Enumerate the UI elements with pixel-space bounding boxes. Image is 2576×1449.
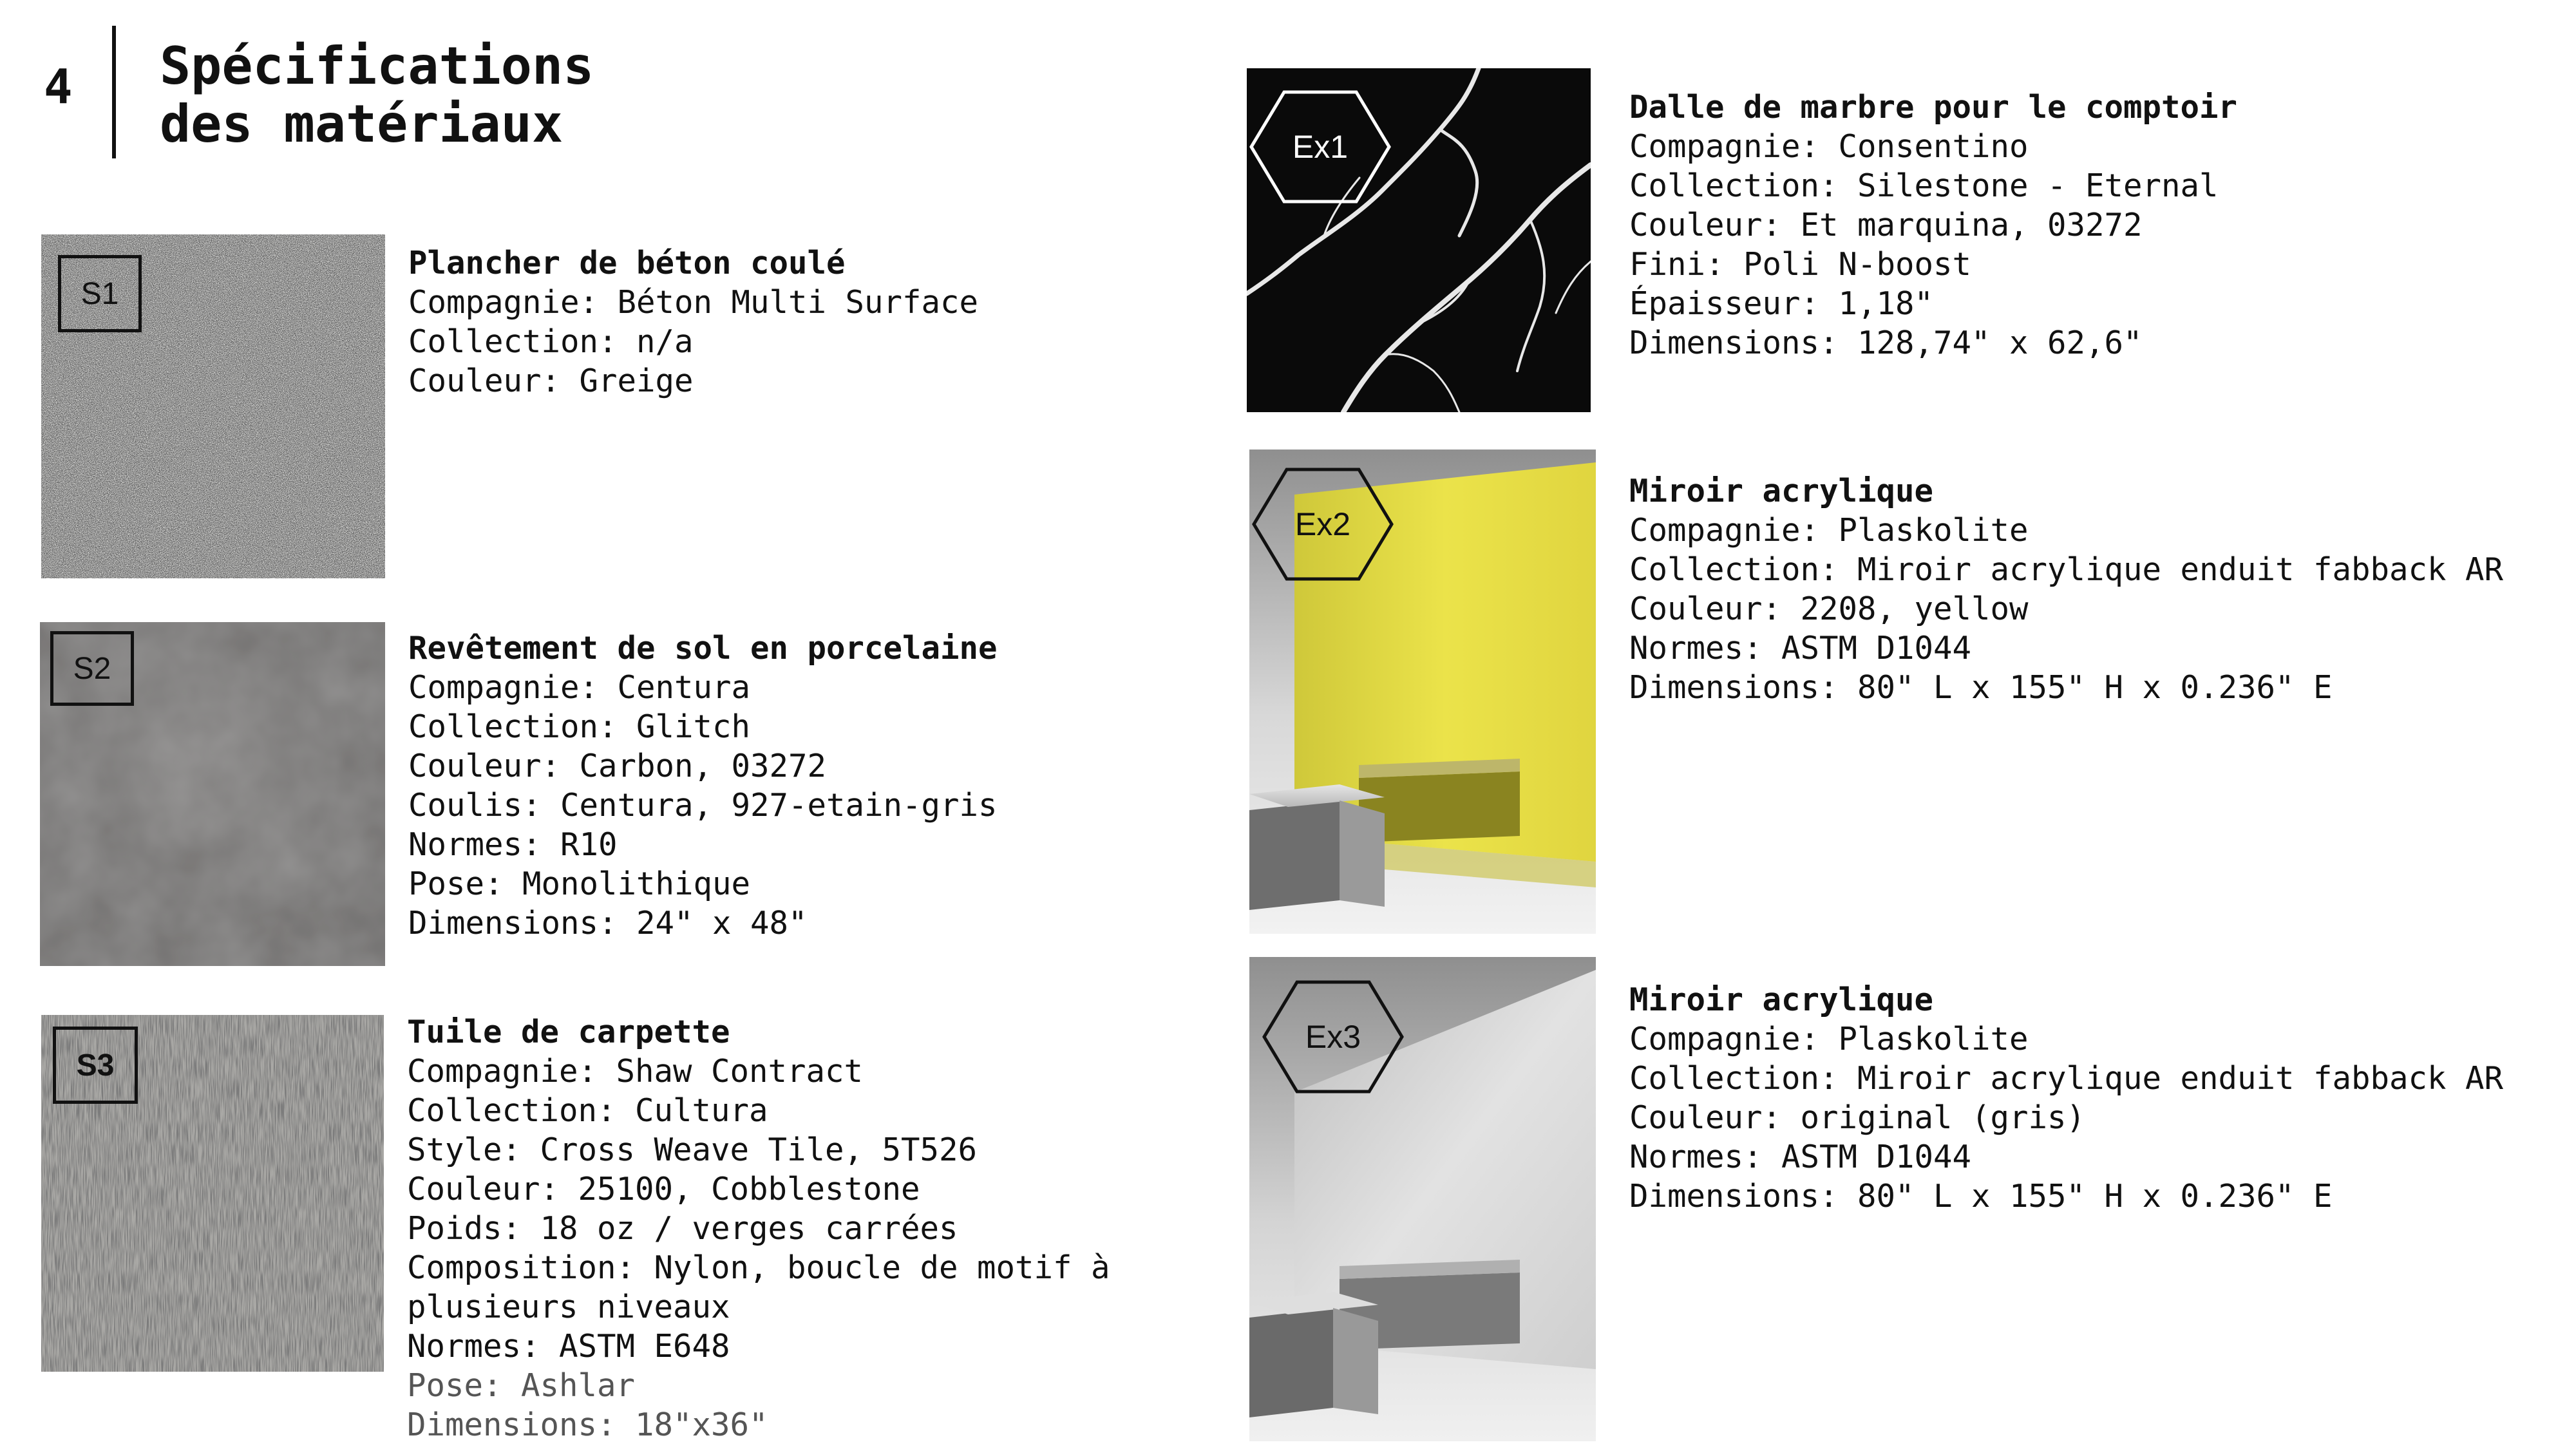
spec-s2 [408,629,998,943]
spec-s3-composition-cont: plusieurs niveaux [407,1289,730,1325]
spec-s2-dimensions: Dimensions: 24" x 48" [408,905,808,942]
swatch-tag-s3: S3 [53,1027,138,1104]
spec-ex1-color: Couleur: Et marquina, 03272 [1629,207,2143,243]
header-divider [112,26,116,158]
spec-ex3-dimensions: Dimensions: 80" L x 155" H x 0.236" E [1629,1178,2333,1215]
spec-ex3-standards: Normes: ASTM D1044 [1629,1139,1972,1175]
spec-s3-company: Compagnie: Shaw Contract [407,1053,864,1090]
spec-ex1-dimensions: Dimensions: 128,74" x 62,6" [1629,325,2143,361]
spec-ex1-company: Compagnie: Consentino [1629,128,2029,165]
spec-s1-title: Plancher de béton coulé [408,245,846,281]
spec-s3-weight: Poids: 18 oz / verges carrées [407,1210,958,1247]
spec-s1-color: Couleur: Greige [408,363,694,399]
spec-s1-collection: Collection: n/a [408,323,694,360]
hex-tag-ex2-label: Ex2 [1294,506,1351,542]
spec-s3-dimensions: Dimensions: 18"x36" [407,1406,768,1443]
spec-s3-standards: Normes: ASTM E648 [407,1328,730,1365]
hex-tag-ex3-label: Ex3 [1305,1019,1361,1055]
spec-s3-color: Couleur: 25100, Cobblestone [407,1171,920,1208]
swatch-s3-carpet [41,1015,384,1372]
spec-ex2-collection: Collection: Miroir acrylique enduit fabback AR [1629,551,2504,588]
spec-s1-company: Compagnie: Béton Multi Surface [408,284,979,321]
spec-s2-company: Compagnie: Centura [408,669,751,706]
spec-s2-color: Couleur: Carbon, 03272 [408,748,827,784]
spec-ex3-company: Compagnie: Plaskolite [1629,1021,2029,1057]
spec-s2-title: Revêtement de sol en porcelaine [408,630,998,667]
spec-s1 [408,243,978,401]
spec-ex2 [1629,471,2503,707]
spec-s2-collection: Collection: Glitch [408,708,751,745]
spec-ex1-thickness: Épaisseur: 1,18" [1629,285,1934,322]
hex-tag-ex1 [1248,89,1392,205]
section-number: 4 [44,59,73,115]
spec-s3 [407,1012,1110,1444]
page-title-line-2: des matériaux [160,94,564,154]
spec-ex2-standards: Normes: ASTM D1044 [1629,630,1972,667]
spec-ex1 [1629,88,2237,363]
swatch-tag-s2: S2 [50,631,134,706]
hex-tag-ex2 [1251,466,1395,582]
spec-ex2-company: Compagnie: Plaskolite [1629,512,2029,549]
spec-ex2-dimensions: Dimensions: 80" L x 155" H x 0.236" E [1629,669,2333,706]
page-title [160,37,594,153]
spec-ex3-title: Miroir acrylique [1629,981,1934,1018]
spec-s3-composition: Composition: Nylon, boucle de motif à [407,1249,1110,1286]
spec-s2-installation: Pose: Monolithique [408,866,751,902]
spec-ex2-title: Miroir acrylique [1629,473,1934,509]
swatch-s2-porcelain [40,622,385,966]
spec-ex2-color: Couleur: 2208, yellow [1629,591,2029,627]
page-title-line-1: Spécifications [160,36,594,96]
spec-ex3 [1629,980,2503,1216]
spec-s3-title: Tuile de carpette [407,1014,730,1050]
hex-tag-ex3 [1261,979,1405,1095]
spec-ex1-collection: Collection: Silestone - Eternal [1629,167,2219,204]
spec-s2-grout: Coulis: Centura, 927-etain-gris [408,787,998,824]
spec-ex1-finish: Fini: Poli N-boost [1629,246,1972,283]
spec-s3-collection: Collection: Cultura [407,1092,768,1129]
spec-s3-installation: Pose: Ashlar [407,1367,636,1404]
spec-ex1-title: Dalle de marbre pour le comptoir [1629,89,2238,126]
swatch-s1-concrete [41,234,385,578]
hex-tag-ex1-label: Ex1 [1292,129,1349,165]
spec-s2-standards: Normes: R10 [408,826,618,863]
swatch-tag-s1: S1 [58,255,142,332]
spec-s3-style: Style: Cross Weave Tile, 5T526 [407,1132,978,1168]
spec-ex3-collection: Collection: Miroir acrylique enduit fabback AR [1629,1060,2504,1097]
spec-ex3-color: Couleur: original (gris) [1629,1099,2086,1136]
